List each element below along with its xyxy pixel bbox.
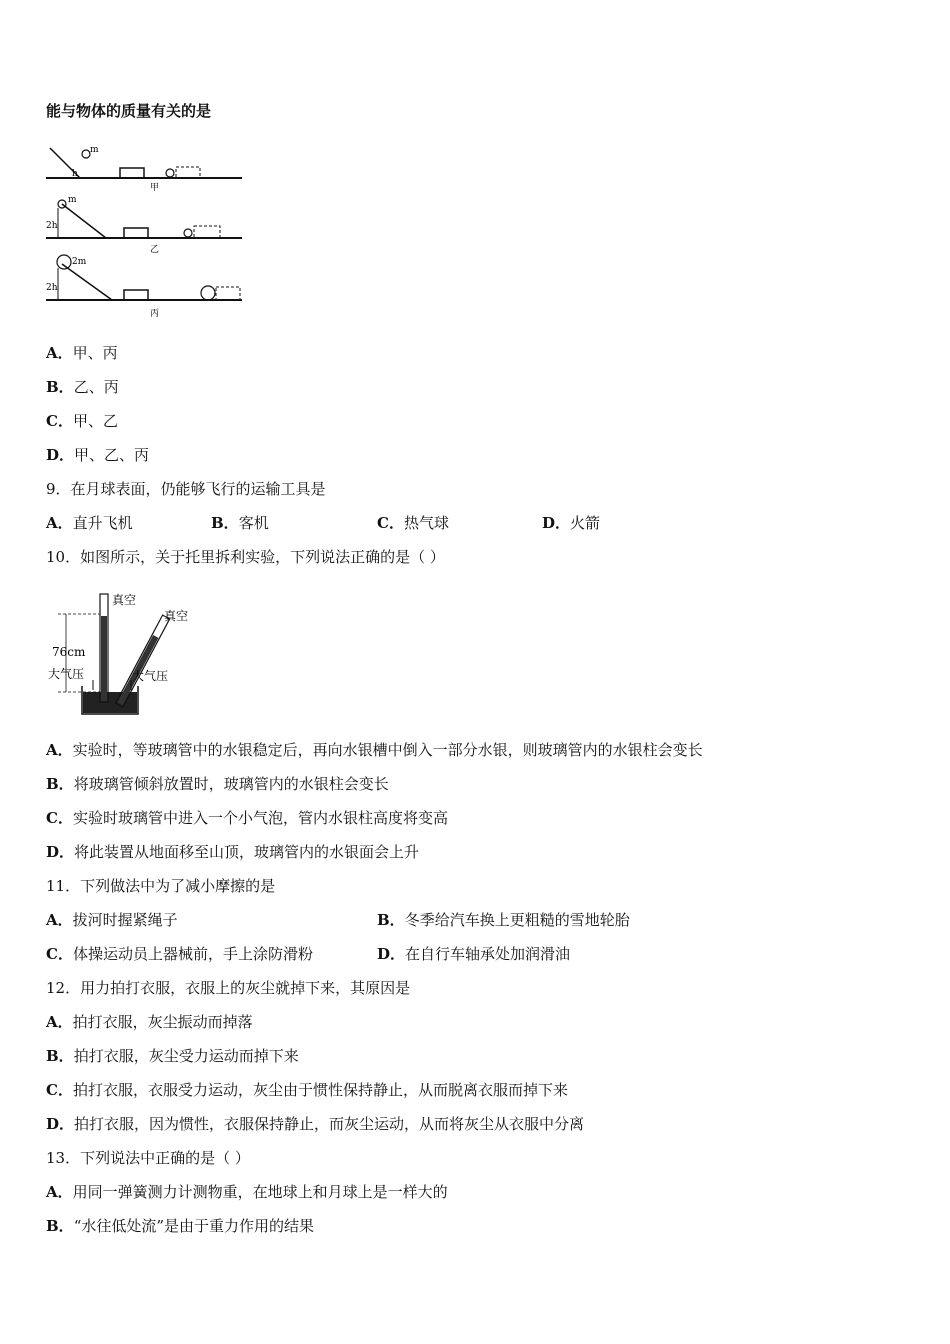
label-2h-yi: 2h	[46, 221, 58, 231]
label-h-jia: h	[72, 169, 78, 179]
q8-option-b[interactable]: B．乙、丙	[46, 378, 119, 396]
q9-option-c[interactable]: C．热气球	[377, 514, 449, 532]
ramp-bing	[46, 255, 242, 319]
q9-stem: 9．在月球表面，仍能够飞行的运输工具是	[46, 480, 326, 498]
torricelli-diagram	[46, 588, 206, 718]
label-vacuum-inclined: 真空	[164, 609, 189, 623]
q10-stem: 10．如图所示，关于托里拆利实验，下列说法正确的是（ ）	[46, 548, 445, 566]
label-76cm: 76cm	[52, 645, 86, 659]
q10-option-c[interactable]: C．实验时玻璃管中进入一个小气泡，管内水银柱高度将变高	[46, 809, 448, 827]
q12-option-d[interactable]: D．拍打衣服，因为惯性，衣服保持静止，而灰尘运动，从而将灰尘从衣服中分离	[46, 1115, 585, 1133]
label-2h-bing: 2h	[46, 283, 58, 293]
label-bing: 丙	[150, 309, 160, 319]
q9-option-a[interactable]: A．直升飞机	[46, 514, 133, 532]
q8-option-c[interactable]: C．甲、乙	[46, 412, 118, 430]
q12-option-c[interactable]: C．拍打衣服，衣服受力运动，灰尘由于惯性保持静止，从而脱离衣服而掉下来	[46, 1081, 568, 1099]
q9-option-d[interactable]: D．火箭	[542, 514, 601, 532]
q10-option-a[interactable]: A．实验时，等玻璃管中的水银稳定后，再向水银槽中倒入一部分水银，则玻璃管内的水银柱会变长	[46, 741, 703, 759]
q9-option-b[interactable]: B．客机	[211, 514, 269, 532]
block	[120, 168, 144, 178]
q11-option-b[interactable]: B．冬季给汽车换上更粗糙的雪地轮胎	[377, 911, 630, 929]
q10-option-b[interactable]: B．将玻璃管倾斜放置时，玻璃管内的水银柱会变长	[46, 775, 389, 793]
q12-option-b[interactable]: B．拍打衣服，灰尘受力运动而掉下来	[46, 1047, 299, 1065]
q8-option-d[interactable]: D．甲、乙、丙	[46, 446, 150, 464]
ball-m	[82, 150, 90, 158]
q11-stem: 11．下列做法中为了减小摩擦的是	[46, 877, 276, 895]
q11-option-c[interactable]: C．体操运动员上器械前，手上涂防滑粉	[46, 945, 313, 963]
ramp-jia	[46, 145, 242, 193]
q12-option-a[interactable]: A．拍打衣服，灰尘振动而掉落	[46, 1013, 253, 1031]
ball-m-bottom	[166, 169, 174, 177]
q13-option-a[interactable]: A．用同一弹簧测力计测物重，在地球上和月球上是一样大的	[46, 1183, 448, 1201]
block-moved	[176, 167, 200, 178]
q8-stem-tail: 能与物体的质量有关的是	[46, 102, 212, 120]
q10-option-d[interactable]: D．将此装置从地面移至山顶，玻璃管内的水银面会上升	[46, 843, 420, 861]
ramp-diagram	[46, 140, 246, 322]
q11-option-a[interactable]: A．拔河时握紧绳子	[46, 911, 178, 929]
q8-option-a[interactable]: A．甲、丙	[46, 344, 118, 362]
q11-option-d[interactable]: D．在自行车轴承处加润滑油	[377, 945, 571, 963]
q13-stem: 13．下列说法中正确的是（ ）	[46, 1149, 250, 1167]
label-atm-right: 大气压	[132, 669, 169, 683]
q10-figure	[46, 588, 206, 718]
label-m-jia: m	[90, 145, 99, 155]
label-2m-bing: 2m	[72, 257, 87, 267]
label-vacuum-vertical: 真空	[112, 593, 137, 607]
label-jia: 甲	[150, 183, 160, 193]
q13-option-b[interactable]: B．“水往低处流”是由于重力作用的结果	[46, 1217, 315, 1235]
q12-stem: 12．用力拍打衣服，衣服上的灰尘就掉下来，其原因是	[46, 979, 411, 997]
label-yi: 乙	[150, 245, 160, 255]
ramp-yi	[46, 195, 242, 255]
q8-figure	[46, 140, 246, 322]
label-atm-left: 大气压	[48, 667, 85, 681]
label-m-yi: m	[68, 195, 77, 205]
